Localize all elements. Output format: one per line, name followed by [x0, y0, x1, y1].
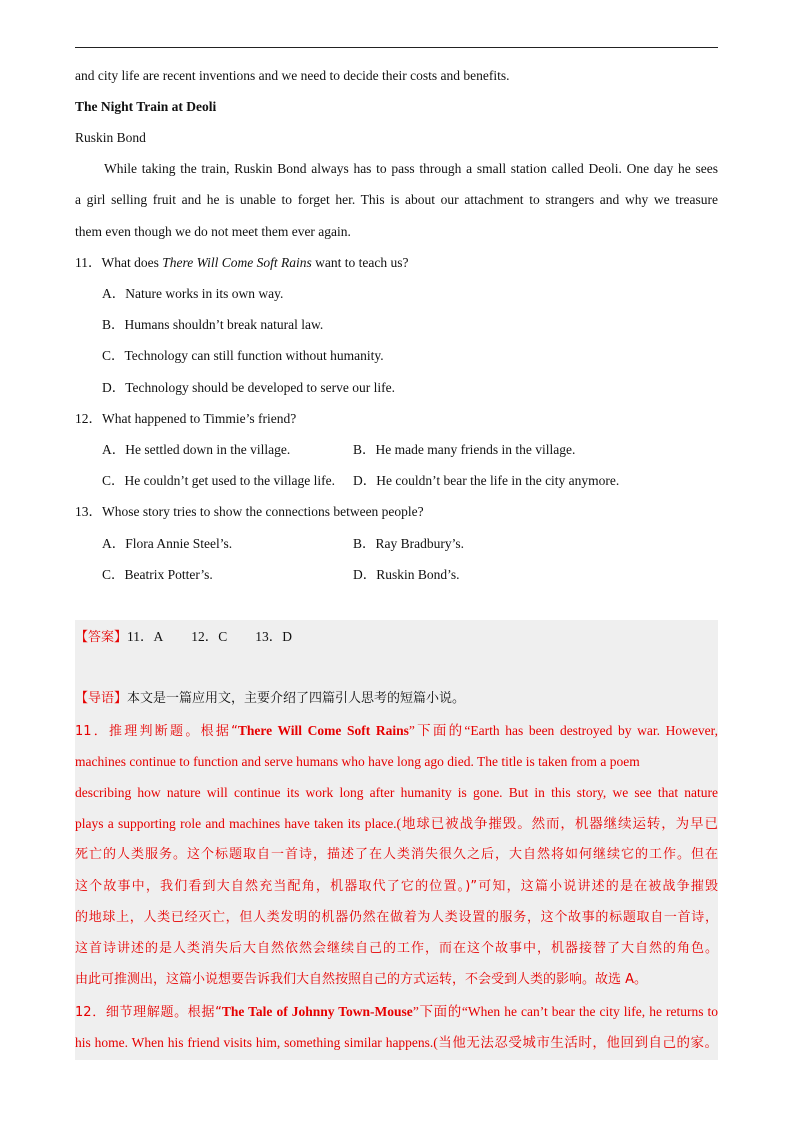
- question-11-option-a: A．Nature works in its own way.: [102, 286, 284, 301]
- answer-line: [75, 628, 292, 647]
- story-summary-line-3: them even though we do not meet them ever again.: [75, 224, 351, 239]
- explanation-11-line-1: [75, 722, 718, 741]
- story-summary-line-1: While taking the train, Ruskin Bond always has to pass through a small station called Deoli. One day he sees: [104, 161, 718, 176]
- question-11-option-b: B．Humans shouldn’t break natural law.: [102, 317, 324, 332]
- explanation-12-line-1-rest: ”下面的“When he can’t bear the city life, he returns to: [412, 1004, 718, 1019]
- question-12-option-a: A．He settled down in the village.: [102, 442, 291, 457]
- passage-intro-tail: and city life are recent inventions and we need to decide their costs and benefits.: [75, 68, 510, 83]
- explanation-11-line-2: machines continue to function and serve humans who have long ago died. The title is taken from a poem: [75, 754, 640, 769]
- answer-12: 12．C: [191, 629, 228, 644]
- explanation-12-prefix: 12．细节理解题。根据“: [75, 1005, 222, 1020]
- explanation-11-line-1-rest: ”下面的“Earth has been destroyed by war. However,: [408, 723, 718, 738]
- guide-text: 本文是一篇应用文，主要介绍了四篇引人思考的短篇小说。: [127, 691, 466, 706]
- answer-13: 13．D: [255, 629, 293, 644]
- question-13-option-a: A．Flora Annie Steel’s.: [102, 536, 233, 551]
- question-13: 13．Whose story tries to show the connections between people?: [75, 504, 424, 519]
- question-12-option-b: B．He made many friends in the village.: [353, 442, 576, 457]
- question-12: 12．What happened to Timmie’s friend?: [75, 411, 297, 426]
- explanation-11-line-6: 这个故事中，我们看到大自然充当配角，机器取代了它的位置。)”可知，这篇小说讲述的是在被战争摧毁: [75, 879, 718, 894]
- question-11-prefix: 11．What does: [75, 255, 163, 270]
- guide-label: 【导语】: [75, 691, 128, 706]
- question-13-option-c: C．Beatrix Potter’s.: [102, 567, 213, 582]
- explanation-11-line-7: 的地球上，人类已经灭亡，但人类发明的机器仍然在做着为人类设置的服务，这个故事的标题取自一首诗，: [75, 910, 718, 925]
- question-11-option-c: C．Technology can still function without humanity.: [102, 348, 384, 363]
- explanation-12-title: The Tale of Johnny Town-Mouse: [221, 1004, 413, 1019]
- explanation-12-line-2: his home. When his friend visits him, something similar happens.(当他无法忍受城市生活时，他回到自己的家。: [75, 1035, 718, 1050]
- explanation-11-line-9: 由此可推测出，这篇小说想要告诉我们大自然按照自己的方式运转，不会受到人类的影响。故选 A。: [75, 972, 648, 987]
- question-12-option-d: D．He couldn’t bear the life in the city anymore.: [353, 473, 620, 488]
- question-12-option-c: C．He couldn’t get used to the village life.: [102, 473, 335, 488]
- story-title: The Night Train at Deoli: [75, 99, 217, 114]
- question-11-title: There Will Come Soft Rains: [162, 255, 312, 270]
- story-author: Ruskin Bond: [75, 130, 146, 145]
- explanation-11-prefix: 11．推理判断题。根据“: [75, 724, 238, 739]
- explanation-11-line-5: 死亡的人类服务。这个标题取自一首诗，描述了在人类消失很久之后，大自然将如何继续它的工作。但在: [75, 847, 718, 862]
- question-11: [75, 254, 408, 272]
- answer-label: 【答案】: [75, 630, 128, 645]
- question-11-option-d: D．Technology should be developed to serve our life.: [102, 380, 395, 395]
- guide-line: [75, 690, 465, 708]
- story-summary-line-2: a girl selling fruit and he is unable to forget her. This is about our attachment to strangers and why we treasure: [75, 192, 718, 207]
- question-13-option-d: D．Ruskin Bond’s.: [353, 567, 460, 582]
- answer-panel: [75, 620, 718, 1060]
- answer-11: 11．A: [127, 629, 164, 644]
- explanation-11-line-4: plays a supporting role and machines have taken its place.(地球已被战争摧毁。然而，机器继续运转，为早已: [75, 816, 718, 831]
- explanation-11-line-8: 这首诗讲述的是人类消失后大自然依然会继续自己的工作，而在这个故事中，机器接替了大自然的角色。: [75, 941, 718, 956]
- explanation-11-line-3: describing how nature will continue its work long after humanity is gone. But in this story, we see that nature: [75, 785, 718, 800]
- header-rule: [75, 47, 718, 48]
- explanation-12-line-1: [75, 1003, 718, 1022]
- question-11-suffix: want to teach us?: [311, 255, 409, 270]
- explanation-11-title: There Will Come Soft Rains: [237, 723, 409, 738]
- question-13-option-b: B．Ray Bradbury’s.: [353, 536, 464, 551]
